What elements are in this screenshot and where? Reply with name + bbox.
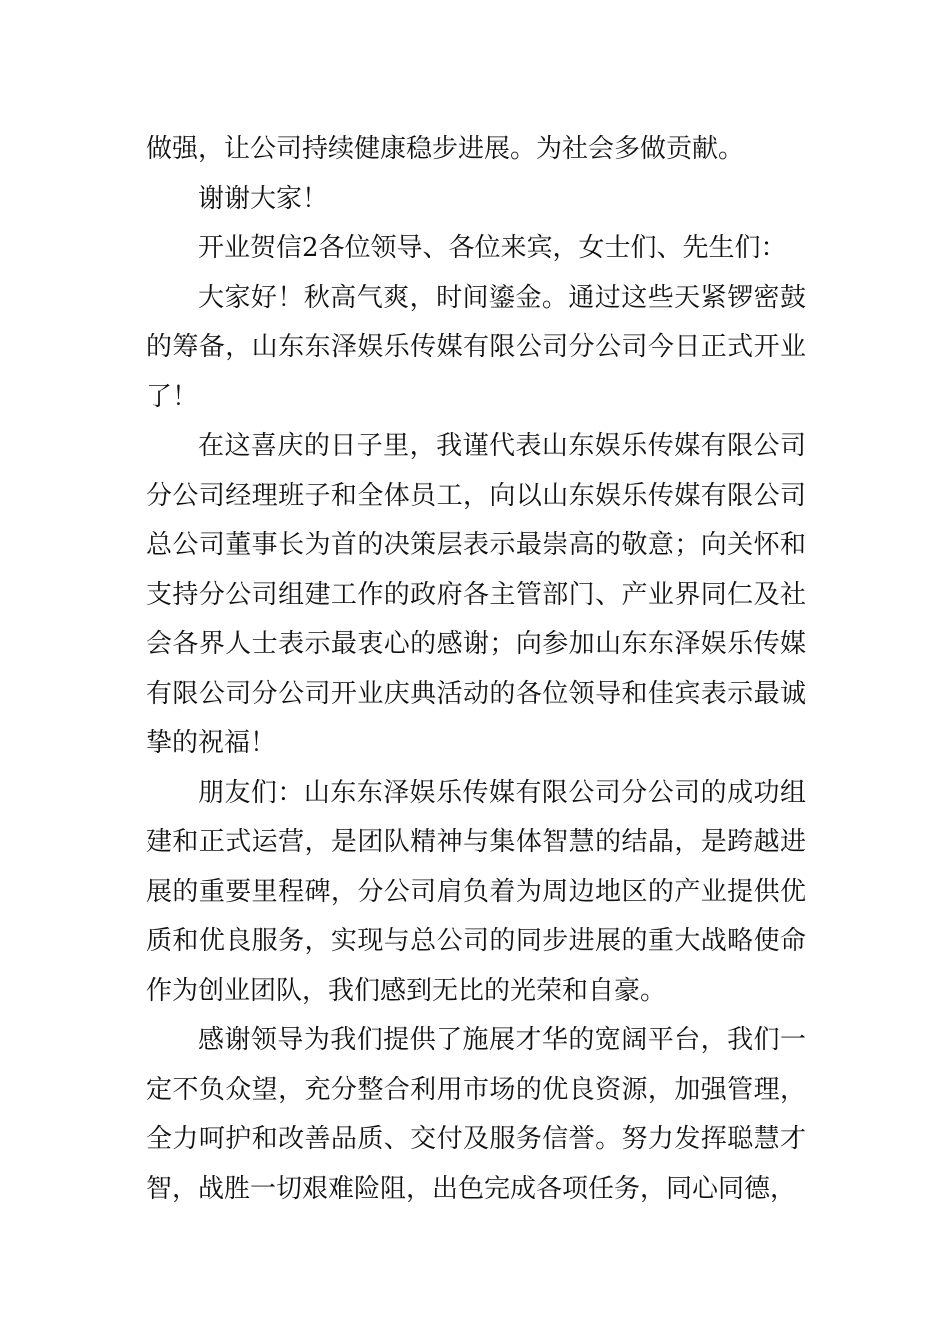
paragraph-thanks: 谢谢大家！ xyxy=(198,183,329,214)
document-body xyxy=(146,125,806,1214)
paragraph-gratitude: 在这喜庆的日子里，我谨代表山东娱乐传媒有限公司分公司经理班子和全体员工，向以山东娱乐传媒有限公司总公司董事长为首的决策层表示最崇高的敬意；向关怀和支持分公司组建工作的政府各主管部门、产业界同仁及社会各界人士表示最衷心的感谢；向参加山东东泽娱乐传媒有限公司分公司开业庆典活动的各位领导和佳宾表示最诚挚的祝福！ xyxy=(146,431,806,758)
paragraph-letter-heading: 开业贺信2各位领导、各位来宾，女士们、先生们： xyxy=(198,233,787,263)
paragraph-friends: 朋友们：山东东泽娱乐传媒有限公司分公司的成功组建和正式运营，是团队精神与集体智慧的结晶，是跨越进展的重要里程碑，分公司肩负着为周边地区的产业提供优质和优良服务，实现与总公司的同步进展的重大战略使命作为创业团队，我们感到无比的光荣和自豪。 xyxy=(146,777,806,1006)
paragraph-continuation: 做强，让公司持续健康稳步进展。为社会多做贡献。 xyxy=(146,134,745,164)
paragraph-greeting: 大家好！秋高气爽，时间鎏金。通过这些天紧锣密鼓的筹备，山东东泽娱乐传媒有限公司分公司今日正式开业了！ xyxy=(146,282,806,412)
paragraph-commitment: 感谢领导为我们提供了施展才华的宽阔平台，我们一定不负众望，充分整合利用市场的优良资源，加强管理，全力呵护和改善品质、交付及服务信誉。努力发挥聪慧才智，战胜一切艰难险阻，出色完成各项任务，同心同德， xyxy=(146,1025,806,1204)
